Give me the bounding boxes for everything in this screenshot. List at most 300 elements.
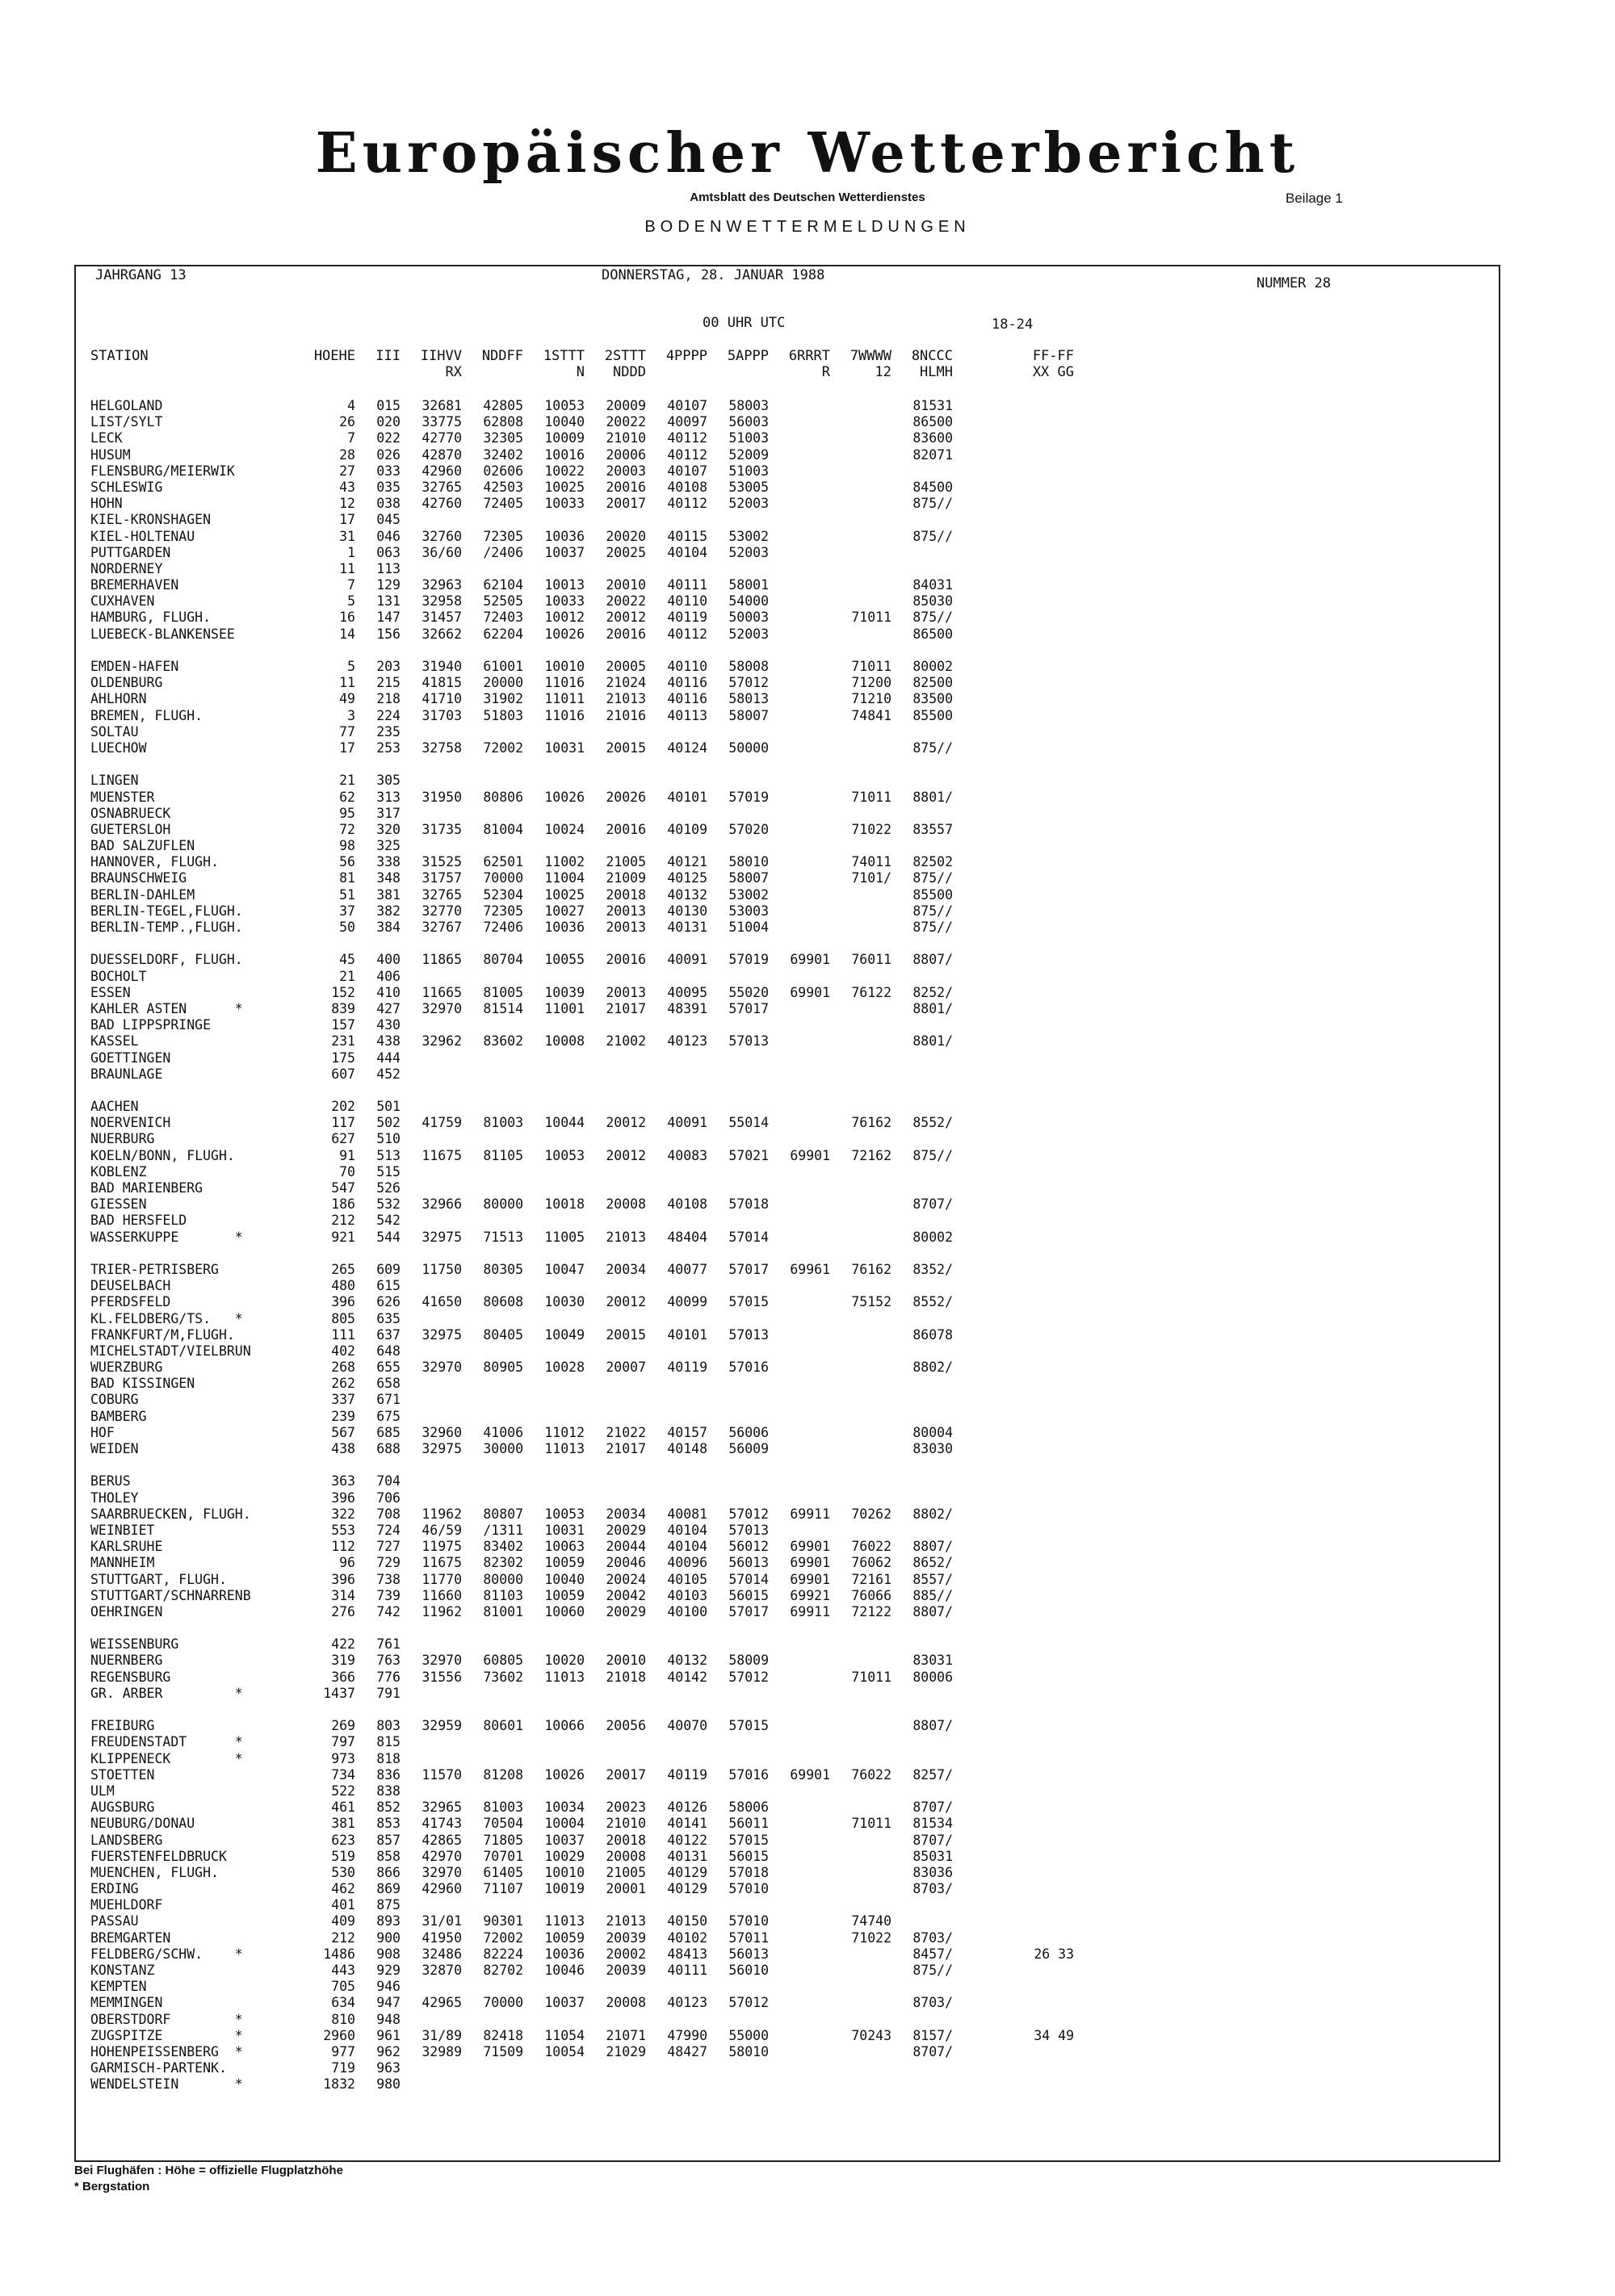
- cell-hoehe: 70: [339, 1163, 355, 1179]
- cell-g2: 71513: [483, 1229, 523, 1245]
- cell-g7: [769, 496, 830, 512]
- station-row: [90, 1360, 1074, 1376]
- cell-g4: 20013: [606, 984, 646, 1000]
- cell-hoehe: 567: [331, 1424, 355, 1440]
- cell-g7: [769, 1099, 830, 1115]
- cell-g9: 875//: [912, 610, 953, 626]
- cell-g9: 80002: [912, 1229, 953, 1245]
- cell-wind: [953, 2060, 1074, 2076]
- cell-wind: [953, 985, 1074, 1001]
- cell-name: BERLIN-DAHLEM: [90, 886, 195, 903]
- cell-g8: [830, 1050, 891, 1066]
- cell-name: LUECHOW: [90, 739, 147, 756]
- cell-g3: [523, 1783, 585, 1800]
- cell-g5: 40112: [667, 496, 707, 512]
- column-subheader-3: RX: [445, 364, 462, 380]
- cell-hoehe: 627: [331, 1131, 355, 1147]
- cell-name: OLDENBURG: [90, 675, 163, 691]
- cell-g1: 11675: [422, 1555, 462, 1571]
- cell-g2: [462, 838, 523, 854]
- station-row: [90, 593, 1074, 610]
- cell-g4: 20020: [606, 528, 646, 544]
- cell-g7: [769, 1718, 830, 1734]
- cell-g2: [462, 1409, 523, 1425]
- station-row: [90, 1262, 1074, 1278]
- cell-g1: 32970: [422, 1360, 462, 1376]
- cell-hoehe: 31: [339, 528, 355, 544]
- cell-g4: 20017: [606, 1766, 646, 1783]
- cell-g9: [891, 545, 953, 561]
- cell-name: FUERSTENFELDBRUCK: [90, 1848, 227, 1864]
- cell-hoehe: 3: [347, 707, 355, 723]
- cell-g3: 10024: [544, 821, 585, 837]
- station-row: [90, 1131, 1074, 1147]
- cell-name: HAMBURG, FLUGH.: [90, 610, 212, 626]
- cell-g9: [891, 1409, 953, 1425]
- cell-wind: [953, 1963, 1074, 1979]
- cell-wind: [953, 1066, 1074, 1083]
- cell-wind: [953, 2012, 1074, 2028]
- supplement-label: Beilage 1: [1286, 191, 1343, 206]
- station-row: [90, 1686, 1074, 1702]
- cell-g6: 57012: [728, 1669, 769, 1685]
- cell-g2: 81004: [483, 821, 523, 837]
- cell-name: FREIBURG: [90, 1718, 155, 1734]
- cell-wind: [953, 740, 1074, 756]
- cell-g3: 10018: [544, 1196, 585, 1213]
- cell-wind: [953, 822, 1074, 838]
- cell-g8: [830, 1180, 891, 1196]
- group-spacer: [90, 1457, 1074, 1473]
- cell-g1: 31556: [422, 1669, 462, 1685]
- cell-g5: 40130: [667, 903, 707, 919]
- cell-iii: 708: [376, 1506, 401, 1522]
- station-row: [90, 496, 1074, 512]
- cell-hoehe: 28: [339, 446, 355, 463]
- cell-wind: [953, 1718, 1074, 1734]
- cell-hoehe: 51: [339, 886, 355, 903]
- cell-g1: 46/59: [422, 1522, 462, 1538]
- station-row: [90, 773, 1074, 789]
- cell-name: GOETTINGEN: [90, 1050, 171, 1066]
- cell-g8: 70243: [851, 2027, 891, 2043]
- cell-g8: 71011: [851, 789, 891, 805]
- cell-g7: [769, 447, 830, 463]
- cell-g6: 52009: [728, 446, 769, 463]
- cell-g3: [523, 561, 585, 577]
- cell-iii: 791: [376, 1685, 401, 1701]
- cell-name: MEMMINGEN: [90, 1995, 163, 2011]
- cell-g9: 80006: [912, 1669, 953, 1685]
- cell-g6: 52003: [728, 626, 769, 642]
- cell-g3: 10013: [544, 577, 585, 593]
- cell-hoehe: 366: [331, 1669, 355, 1685]
- cell-iii: 761: [376, 1636, 401, 1653]
- cell-g4: [585, 2012, 646, 2028]
- cell-g4: [585, 1783, 646, 1800]
- cell-g2: /1311: [483, 1522, 523, 1538]
- cell-g8: [830, 1360, 891, 1376]
- cell-g2: [462, 1376, 523, 1392]
- column-header-row-2: [90, 365, 1074, 380]
- cell-g9: 85031: [912, 1848, 953, 1864]
- cell-hoehe: 337: [331, 1392, 355, 1408]
- cell-hoehe: 734: [331, 1766, 355, 1783]
- station-row: [90, 952, 1074, 968]
- cell-g8: [830, 2060, 891, 2076]
- cell-name: KOBLENZ: [90, 1163, 147, 1179]
- cell-g1: 31757: [422, 870, 462, 886]
- cell-g1: 11750: [422, 1261, 462, 1277]
- cell-iii: 033: [376, 463, 401, 479]
- cell-g7: [769, 1360, 830, 1376]
- station-row: [90, 2028, 1074, 2044]
- cell-g2: 02606: [483, 463, 523, 479]
- station-row: [90, 1033, 1074, 1050]
- cell-g1: 32958: [422, 593, 462, 610]
- cell-g2: [462, 1783, 523, 1800]
- cell-g8: [830, 1196, 891, 1213]
- cell-wind: [953, 773, 1074, 789]
- cell-g1: 42960: [422, 463, 462, 479]
- cell-g4: [585, 1017, 646, 1033]
- cell-iii: 961: [376, 2027, 401, 2043]
- cell-g9: 8801/: [912, 789, 953, 805]
- cell-g5: 48404: [667, 1229, 707, 1245]
- cell-iii: 946: [376, 1979, 401, 1995]
- cell-g2: 81005: [483, 984, 523, 1000]
- cell-wind: [953, 1033, 1074, 1050]
- cell-iii: 635: [376, 1310, 401, 1326]
- cell-g5: 40104: [667, 1522, 707, 1538]
- cell-g5: 40112: [667, 626, 707, 642]
- cell-hoehe: 262: [331, 1376, 355, 1392]
- cell-hoehe: 522: [331, 1783, 355, 1799]
- cell-wind: [953, 675, 1074, 691]
- cell-g2: 81003: [483, 1115, 523, 1131]
- cell-iii: 948: [376, 2011, 401, 2027]
- cell-g6: 56012: [728, 1539, 769, 1555]
- cell-g5: 40101: [667, 1326, 707, 1343]
- cell-g9: 82502: [912, 854, 953, 870]
- cell-g4: 21017: [606, 1441, 646, 1456]
- cell-g5: 40150: [667, 1913, 707, 1929]
- cell-wind: [953, 1017, 1074, 1033]
- station-row: [90, 1604, 1074, 1620]
- station-row: [90, 545, 1074, 561]
- cell-g6: 57016: [728, 1360, 769, 1376]
- cell-hoehe: 396: [331, 1294, 355, 1310]
- cell-g2: [462, 1979, 523, 1995]
- cell-g8: [830, 773, 891, 789]
- cell-g7: [769, 773, 830, 789]
- cell-g6: 57015: [728, 1718, 769, 1734]
- cell-name: LUEBECK-BLANKENSEE: [90, 626, 235, 642]
- cell-iii: 671: [376, 1392, 401, 1408]
- cell-g2: 41006: [483, 1424, 523, 1440]
- cell-g1: [401, 1311, 462, 1327]
- cell-iii: 818: [376, 1750, 401, 1766]
- cell-iii: 615: [376, 1278, 401, 1294]
- cell-name: MUENCHEN, FLUGH.: [90, 1864, 219, 1880]
- cell-g2: 71107: [483, 1881, 523, 1897]
- cell-g5: 40077: [667, 1261, 707, 1277]
- cell-g6: 50000: [728, 739, 769, 756]
- cell-g4: 21013: [606, 691, 646, 707]
- column-subheader-9: R: [821, 364, 830, 380]
- cell-name: BRAUNSCHWEIG: [90, 870, 187, 886]
- cell-g4: 20013: [606, 903, 646, 919]
- cell-hoehe: 973: [331, 1750, 355, 1766]
- cell-g6: 57013: [728, 1522, 769, 1538]
- cell-g9: 875//: [912, 870, 953, 886]
- station-row: [90, 1294, 1074, 1310]
- cell-g6: 58010: [728, 854, 769, 870]
- cell-g9: [891, 1050, 953, 1066]
- cell-g9: 8157/: [912, 2027, 953, 2043]
- cell-iii: 980: [376, 2076, 401, 2093]
- station-row: [90, 1767, 1074, 1783]
- cell-g8: [830, 1897, 891, 1913]
- cell-name: GARMISCH-PARTENK.: [90, 2060, 227, 2076]
- cell-g7: 69901: [790, 952, 830, 968]
- cell-g9: 8707/: [912, 1196, 953, 1213]
- cell-g8: [830, 1946, 891, 1963]
- cell-hoehe: 322: [331, 1506, 355, 1522]
- cell-wind: [953, 1425, 1074, 1441]
- cell-g1: [401, 1213, 462, 1229]
- cell-g3: 11016: [544, 675, 585, 691]
- cell-g5: 40105: [667, 1571, 707, 1587]
- cell-g4: [585, 561, 646, 577]
- cell-iii: 763: [376, 1653, 401, 1669]
- cell-g9: [891, 1913, 953, 1929]
- cell-g6: 57012: [728, 1506, 769, 1522]
- cell-g4: 20003: [606, 463, 646, 479]
- cell-g4: [585, 1392, 646, 1408]
- cell-g2: 20000: [483, 675, 523, 691]
- cell-g1: 31/01: [422, 1913, 462, 1929]
- cell-name: BAD MARIENBERG: [90, 1180, 203, 1196]
- cell-wind: [953, 430, 1074, 446]
- cell-hoehe: 11: [339, 560, 355, 576]
- column-header-11: 8NCCC: [911, 348, 953, 364]
- cell-g3: [523, 1376, 585, 1392]
- cell-name: BERLIN-TEGEL,FLUGH.: [90, 903, 243, 919]
- cell-g3: [523, 1897, 585, 1913]
- cell-g6: [707, 1409, 769, 1425]
- group-spacer: [90, 1702, 1074, 1718]
- cell-g5: [646, 969, 707, 985]
- column-header-3: IIHVV: [420, 348, 462, 364]
- cell-g2: [462, 1099, 523, 1115]
- cell-g6: [707, 1979, 769, 1995]
- cell-iii: 348: [376, 870, 401, 886]
- cell-g2: [462, 1897, 523, 1913]
- cell-g3: [523, 724, 585, 740]
- cell-g5: [646, 1686, 707, 1702]
- cell-g8: [830, 577, 891, 593]
- cell-g8: [830, 463, 891, 480]
- cell-g4: [585, 1409, 646, 1425]
- cell-g6: 56015: [728, 1848, 769, 1864]
- station-row: [90, 854, 1074, 870]
- group-spacer: [90, 936, 1074, 952]
- cell-wind: [953, 724, 1074, 740]
- cell-g1: 41759: [422, 1115, 462, 1131]
- cell-g8: [830, 1653, 891, 1669]
- station-row: [90, 1636, 1074, 1653]
- cell-hoehe: 422: [331, 1636, 355, 1653]
- cell-g4: [585, 1311, 646, 1327]
- cell-g3: 10026: [544, 1766, 585, 1783]
- cell-g2: 73602: [483, 1669, 523, 1685]
- cell-name: ZUGSPITZE *: [90, 2027, 243, 2043]
- cell-g4: [585, 1066, 646, 1083]
- cell-g1: 42760: [422, 496, 462, 512]
- cell-g9: [891, 1523, 953, 1539]
- cell-name: NUERNBERG: [90, 1653, 163, 1669]
- cell-g3: 11001: [544, 1000, 585, 1016]
- cell-g9: 8802/: [912, 1360, 953, 1376]
- cell-g6: [707, 1131, 769, 1147]
- cell-g5: [646, 1180, 707, 1196]
- cell-g6: 58003: [728, 398, 769, 413]
- cell-wind: [953, 1572, 1074, 1588]
- cell-g2: 81001: [483, 1603, 523, 1619]
- column-header-7: 4PPPP: [665, 348, 707, 364]
- cell-iii: 015: [376, 398, 401, 413]
- cell-wind: [953, 496, 1074, 512]
- cell-g6: 51004: [728, 920, 769, 935]
- cell-g4: 20016: [606, 626, 646, 642]
- cell-g8: 71011: [851, 659, 891, 674]
- cell-wind: [953, 854, 1074, 870]
- cell-g5: [646, 1164, 707, 1180]
- cell-wind: [953, 1881, 1074, 1897]
- column-header-row-1: [90, 349, 1074, 364]
- station-row: [90, 870, 1074, 886]
- cell-g5: 40101: [667, 789, 707, 805]
- cell-g9: 85500: [912, 886, 953, 903]
- cell-g1: 31457: [422, 610, 462, 626]
- cell-g8: 76022: [851, 1766, 891, 1783]
- cell-g6: 57019: [728, 952, 769, 968]
- cell-g9: 86078: [912, 1326, 953, 1343]
- cell-g3: [523, 1066, 585, 1083]
- cell-g7: [769, 1327, 830, 1343]
- cell-name: BAD KISSINGEN: [90, 1376, 195, 1392]
- cell-g4: 20016: [606, 821, 646, 837]
- cell-g6: 56013: [728, 1946, 769, 1962]
- cell-g1: [401, 969, 462, 985]
- cell-g1: [401, 1017, 462, 1033]
- cell-hoehe: 152: [331, 984, 355, 1000]
- cell-g9: [891, 1979, 953, 1995]
- cell-iii: 852: [376, 1800, 401, 1816]
- cell-g6: 57018: [728, 1864, 769, 1880]
- cell-name: BERLIN-TEMP.,FLUGH.: [90, 920, 243, 935]
- cell-wind: [953, 1588, 1074, 1604]
- cell-name: WEISSENBURG: [90, 1636, 179, 1653]
- station-row: [90, 1751, 1074, 1767]
- cell-g1: 31703: [422, 707, 462, 723]
- cell-g2: [462, 773, 523, 789]
- station-row: [90, 1311, 1074, 1327]
- cell-wind: [953, 1506, 1074, 1523]
- cell-g8: 71210: [851, 691, 891, 707]
- cell-g4: 20012: [606, 1115, 646, 1131]
- cell-name: KARLSRUHE: [90, 1539, 163, 1555]
- cell-g4: [585, 773, 646, 789]
- cell-g9: [891, 1343, 953, 1360]
- cell-iii: 022: [376, 430, 401, 446]
- cell-g6: [707, 1343, 769, 1360]
- cell-g2: 62501: [483, 854, 523, 870]
- cell-g8: 76066: [851, 1587, 891, 1603]
- cell-wind: [953, 1897, 1074, 1913]
- cell-g9: [891, 1278, 953, 1294]
- cell-g1: [401, 838, 462, 854]
- cell-name: KL.FELDBERG/TS. *: [90, 1310, 243, 1326]
- cell-g5: 40129: [667, 1881, 707, 1897]
- cell-wind: [953, 1001, 1074, 1017]
- cell-iii: 382: [376, 903, 401, 919]
- cell-g8: 76011: [851, 952, 891, 968]
- cell-g8: [830, 1376, 891, 1392]
- cell-g7: [769, 691, 830, 707]
- cell-g4: [585, 724, 646, 740]
- cell-g9: 8707/: [912, 1832, 953, 1848]
- wind-period: 18-24: [992, 316, 1034, 333]
- station-row: [90, 1148, 1074, 1164]
- cell-g8: [830, 447, 891, 463]
- cell-g8: 76022: [851, 1539, 891, 1555]
- cell-hoehe: 231: [331, 1033, 355, 1050]
- cell-g9: 875//: [912, 1963, 953, 1978]
- cell-iii: 815: [376, 1734, 401, 1750]
- cell-name: MUENSTER: [90, 789, 155, 805]
- cell-g9: [891, 1473, 953, 1489]
- cell-g2: 71509: [483, 2043, 523, 2059]
- station-row: [90, 1213, 1074, 1229]
- cell-g4: 20025: [606, 544, 646, 560]
- cell-iii: 853: [376, 1816, 401, 1832]
- cell-hoehe: 212: [331, 1213, 355, 1229]
- cell-g3: 10026: [544, 626, 585, 642]
- station-row: [90, 1017, 1074, 1033]
- cell-g9: 81534: [912, 1816, 953, 1832]
- cell-g7: [769, 790, 830, 806]
- cell-g1: 11865: [422, 952, 462, 968]
- cell-g1: 36/60: [422, 544, 462, 560]
- cell-g6: 53002: [728, 886, 769, 903]
- cell-iii: 875: [376, 1897, 401, 1913]
- cell-name: BAMBERG: [90, 1408, 147, 1424]
- cell-g5: [646, 838, 707, 854]
- cell-wind: [953, 1800, 1074, 1816]
- cell-g8: [830, 1425, 891, 1441]
- cell-g3: [523, 1343, 585, 1360]
- cell-g8: [830, 1441, 891, 1457]
- cell-g3: 10040: [544, 414, 585, 430]
- cell-g7: [769, 529, 830, 545]
- cell-g2: [462, 1213, 523, 1229]
- cell-g4: 20012: [606, 1147, 646, 1163]
- cell-g1: 32975: [422, 1326, 462, 1343]
- cell-hoehe: 81: [339, 870, 355, 886]
- cell-g2: 72305: [483, 903, 523, 919]
